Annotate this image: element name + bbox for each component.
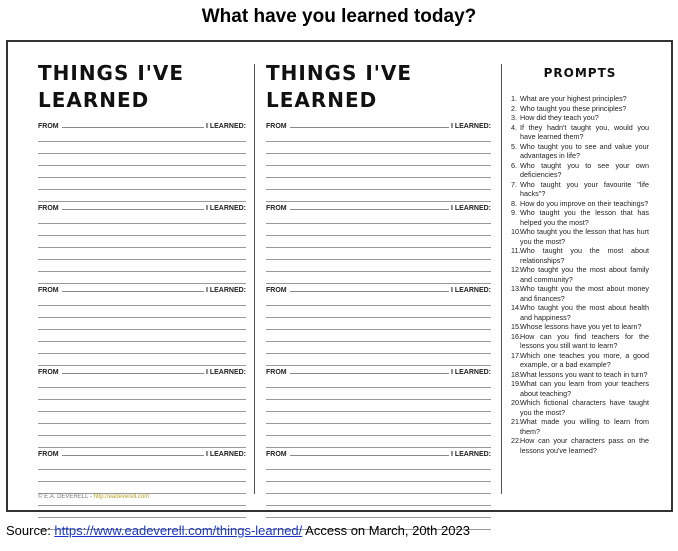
prompt-number: 22. — [511, 436, 521, 445]
prompt-text: Which one teaches you more, a good example, or a bad example? — [520, 350, 649, 369]
footer-credit — [38, 494, 149, 500]
prompt-item — [511, 332, 649, 351]
prompt-item — [511, 284, 649, 303]
prompt-item — [511, 123, 649, 142]
prompt-item — [511, 417, 649, 436]
writing-line[interactable] — [38, 248, 246, 260]
prompt-text: Who taught you the lesson that has hurt you the most? — [520, 227, 649, 246]
column-heading-line1: THINGS I'VE — [266, 61, 413, 85]
prompt-text: Who taught you the most about health and happiness? — [520, 303, 649, 322]
writing-line[interactable] — [38, 166, 246, 178]
learned-column-1 — [38, 60, 246, 530]
from-row — [38, 366, 246, 376]
from-label: FROM — [266, 451, 287, 458]
column-heading-line2: LEARNED — [38, 88, 150, 112]
column-heading-line2: LEARNED — [266, 88, 378, 112]
writing-line[interactable] — [38, 458, 246, 470]
prompt-item — [511, 142, 649, 161]
page-title: What have you learned today? — [201, 6, 477, 27]
prompt-number: 16. — [511, 331, 521, 341]
learned-label: I LEARNED: — [205, 451, 246, 458]
prompt-text: If they hadn't taught you, would you have learned them? — [520, 122, 649, 141]
writing-line[interactable] — [38, 342, 246, 354]
prompt-item — [511, 246, 649, 265]
writing-line[interactable] — [266, 154, 491, 166]
prompt-item — [511, 104, 649, 114]
from-label: FROM — [38, 205, 59, 212]
writing-line[interactable] — [38, 388, 246, 400]
writing-line[interactable] — [38, 142, 246, 154]
writing-line[interactable] — [38, 400, 246, 412]
from-row — [266, 284, 491, 294]
prompt-item — [511, 113, 649, 123]
from-blank-line[interactable] — [290, 373, 449, 374]
learned-label: I LEARNED: — [205, 369, 246, 376]
from-label: FROM — [38, 369, 59, 376]
entries-list — [38, 120, 246, 530]
prompt-text: Whose lessons have you yet to learn? — [520, 322, 642, 331]
learned-label: I LEARNED: — [205, 287, 246, 294]
writing-line[interactable] — [38, 212, 246, 224]
prompt-item — [511, 180, 649, 199]
column-divider — [501, 64, 502, 494]
from-blank-line[interactable] — [62, 455, 204, 456]
from-label: FROM — [38, 287, 59, 294]
prompt-item — [511, 398, 649, 417]
writing-line[interactable] — [38, 224, 246, 236]
footer-url[interactable]: http://eadeverell.com — [93, 494, 150, 500]
prompt-text: Who taught you the most about relationships? — [520, 246, 649, 265]
from-blank-line[interactable] — [290, 127, 449, 128]
column-divider — [254, 64, 255, 494]
learned-label: I LEARNED: — [450, 287, 491, 294]
prompt-number: 15. — [511, 322, 521, 331]
footer-credit-text: © E.A. DEVERELL - — [38, 494, 94, 500]
prompt-text: What can you learn from your teachers about teaching? — [520, 379, 649, 398]
learned-label: I LEARNED: — [205, 205, 246, 212]
source-link[interactable]: https://www.eadeverell.com/things-learned/ — [54, 523, 303, 538]
writing-line[interactable] — [266, 400, 491, 412]
writing-line[interactable] — [266, 482, 491, 494]
from-row — [38, 120, 246, 130]
prompt-item — [511, 303, 649, 322]
prompt-text: Who taught you these principles? — [520, 103, 627, 113]
learned-entry — [38, 366, 246, 448]
writing-line[interactable] — [38, 130, 246, 142]
prompts-heading: PROMPTS — [543, 66, 617, 80]
prompt-number: 6. — [511, 160, 517, 170]
learned-entry — [266, 202, 491, 284]
from-blank-line[interactable] — [62, 291, 204, 292]
learned-label: I LEARNED: — [450, 123, 491, 130]
writing-line[interactable] — [266, 212, 491, 224]
prompt-item — [511, 322, 649, 332]
writing-line[interactable] — [38, 354, 246, 366]
column-heading — [266, 60, 491, 120]
prompt-number: 9. — [511, 208, 517, 217]
writing-line[interactable] — [38, 190, 246, 202]
prompt-number: 20. — [511, 398, 521, 407]
from-label: FROM — [266, 123, 287, 130]
writing-line[interactable] — [38, 506, 246, 518]
prompt-text: How can your characters pass on the lessons you've learned? — [520, 436, 649, 455]
writing-line[interactable] — [38, 178, 246, 190]
prompt-number: 19. — [511, 379, 521, 388]
prompt-number: 10. — [511, 227, 521, 236]
from-row — [266, 448, 491, 458]
learned-label: I LEARNED: — [450, 369, 491, 376]
learned-entry — [266, 366, 491, 448]
prompt-text: How do you improve on their teachings? — [520, 198, 649, 208]
prompt-item — [511, 265, 649, 284]
writing-line[interactable] — [266, 436, 491, 448]
writing-line[interactable] — [266, 236, 491, 248]
prompt-number: 2. — [511, 103, 517, 113]
from-row — [38, 448, 246, 458]
from-label: FROM — [38, 123, 59, 130]
prompt-text: Who taught you the most about money and finances? — [520, 284, 649, 303]
prompt-text: Which fictional characters have taught you the most? — [520, 398, 649, 417]
writing-line[interactable] — [266, 142, 491, 154]
prompt-item — [511, 227, 649, 246]
learned-column-2 — [266, 60, 491, 530]
entries-list — [266, 120, 491, 530]
writing-line[interactable] — [266, 458, 491, 470]
writing-line[interactable] — [266, 354, 491, 366]
prompt-list — [511, 94, 649, 455]
prompt-item — [511, 208, 649, 227]
from-row — [38, 202, 246, 212]
prompt-text: What lessons you want to teach in turn? — [520, 369, 648, 379]
writing-line[interactable] — [266, 506, 491, 518]
prompt-number: 8. — [511, 198, 517, 208]
learned-label: I LEARNED: — [450, 205, 491, 212]
learned-entry — [38, 284, 246, 366]
from-row — [38, 284, 246, 294]
from-label: FROM — [38, 451, 59, 458]
writing-line[interactable] — [266, 424, 491, 436]
prompt-number: 1. — [511, 94, 517, 103]
prompt-text: Who taught you the lesson that has helped you the most? — [520, 208, 649, 227]
prompt-item — [511, 351, 649, 370]
prompt-number: 3. — [511, 113, 517, 122]
learned-entry — [38, 202, 246, 284]
from-blank-line[interactable] — [62, 127, 204, 128]
source-line — [6, 523, 470, 538]
prompt-text: How can you find teachers for the lessons you still want to learn? — [520, 331, 649, 350]
prompt-number: 12. — [511, 265, 521, 274]
writing-line[interactable] — [266, 388, 491, 400]
from-blank-line[interactable] — [290, 455, 449, 456]
writing-line[interactable] — [266, 294, 491, 306]
writing-line[interactable] — [266, 342, 491, 354]
column-heading-line1: THINGS I'VE — [38, 61, 185, 85]
prompt-text: Who taught you your favourite "life hacks"? — [520, 179, 649, 198]
writing-line[interactable] — [38, 294, 246, 306]
writing-line[interactable] — [266, 260, 491, 272]
learned-label: I LEARNED: — [450, 451, 491, 458]
learned-entry — [266, 120, 491, 202]
prompt-item — [511, 94, 649, 104]
writing-line[interactable] — [266, 376, 491, 388]
prompt-item — [511, 436, 649, 455]
writing-line[interactable] — [38, 330, 246, 342]
writing-line[interactable] — [266, 494, 491, 506]
prompt-text: What made you willing to learn from them? — [520, 417, 649, 436]
source-prefix: Source: — [6, 523, 55, 538]
column-heading — [38, 60, 246, 120]
writing-line[interactable] — [266, 190, 491, 202]
prompt-text: Who taught you the most about family and community? — [520, 265, 649, 284]
writing-line[interactable] — [266, 178, 491, 190]
writing-line[interactable] — [38, 306, 246, 318]
writing-line[interactable] — [38, 318, 246, 330]
writing-line[interactable] — [266, 166, 491, 178]
writing-line[interactable] — [38, 260, 246, 272]
writing-line[interactable] — [266, 318, 491, 330]
learned-entry — [266, 284, 491, 366]
learned-entry — [38, 120, 246, 202]
writing-line[interactable] — [38, 470, 246, 482]
prompt-number: 17. — [511, 350, 521, 360]
from-blank-line[interactable] — [290, 209, 449, 210]
learned-label: I LEARNED: — [205, 123, 246, 130]
prompt-item — [511, 370, 649, 380]
from-label: FROM — [266, 287, 287, 294]
writing-line[interactable] — [38, 436, 246, 448]
from-blank-line[interactable] — [290, 291, 449, 292]
prompt-number: 4. — [511, 122, 517, 132]
learned-entry — [38, 448, 246, 530]
prompt-number: 14. — [511, 303, 521, 312]
writing-line[interactable] — [38, 272, 246, 284]
prompt-number: 5. — [511, 141, 517, 151]
prompt-number: 21. — [511, 417, 521, 426]
prompts-panel — [511, 66, 649, 455]
prompt-text: What are your highest principles? — [520, 94, 627, 103]
writing-line[interactable] — [266, 272, 491, 284]
writing-line[interactable] — [38, 154, 246, 166]
from-row — [266, 366, 491, 376]
writing-line[interactable] — [266, 412, 491, 424]
writing-line[interactable] — [266, 248, 491, 260]
prompt-text: Who taught you to see and value your advantages in life? — [520, 141, 649, 160]
worksheet — [6, 40, 673, 512]
writing-line[interactable] — [38, 482, 246, 494]
prompt-item — [511, 379, 649, 398]
writing-line[interactable] — [266, 130, 491, 142]
from-label: FROM — [266, 369, 287, 376]
prompt-text: Who taught you to see your own deficiencies? — [520, 160, 649, 179]
writing-line[interactable] — [38, 236, 246, 248]
from-row — [266, 202, 491, 212]
prompt-number: 18. — [511, 369, 521, 379]
writing-line[interactable] — [266, 470, 491, 482]
prompt-number: 11. — [511, 246, 521, 255]
from-blank-line[interactable] — [62, 209, 204, 210]
from-row — [266, 120, 491, 130]
from-label: FROM — [266, 205, 287, 212]
writing-line[interactable] — [266, 330, 491, 342]
prompt-number: 13. — [511, 284, 521, 293]
prompt-item — [511, 161, 649, 180]
writing-line[interactable] — [38, 424, 246, 436]
writing-line[interactable] — [38, 412, 246, 424]
source-suffix: Access on March, 20th 2023 — [302, 523, 470, 538]
writing-line[interactable] — [38, 376, 246, 388]
writing-line[interactable] — [266, 224, 491, 236]
writing-line[interactable] — [266, 306, 491, 318]
from-blank-line[interactable] — [62, 373, 204, 374]
prompt-item — [511, 199, 649, 209]
prompt-number: 7. — [511, 179, 517, 189]
learned-entry — [266, 448, 491, 530]
prompt-text: How did they teach you? — [520, 113, 599, 122]
